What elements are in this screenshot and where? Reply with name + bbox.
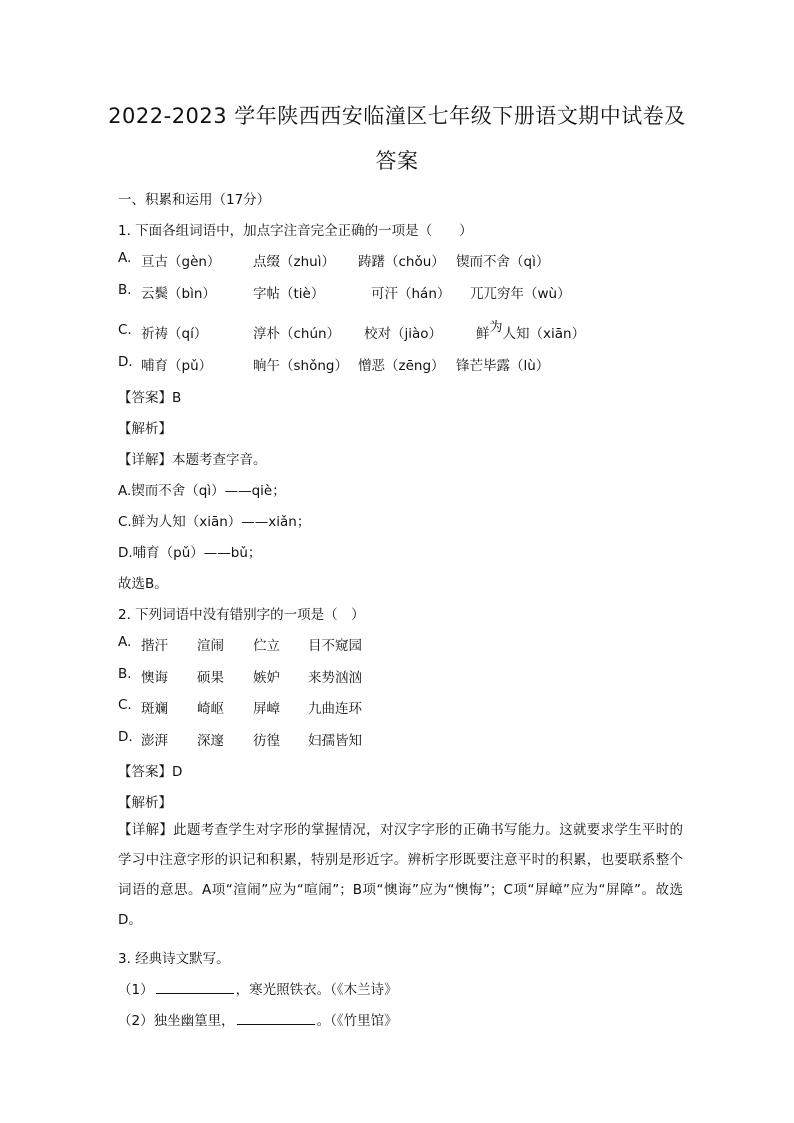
question-2-answer: 【答案】D: [118, 764, 183, 780]
option-item: 亘古（gèn）: [141, 254, 221, 270]
option-item: 伫立: [253, 638, 280, 654]
answer-blank[interactable]: [237, 1012, 315, 1025]
option-item: 目不窥园: [308, 638, 362, 654]
option-item: 嫉妒: [253, 670, 280, 686]
option-item: 澎湃: [141, 733, 168, 749]
question-1-detail: 【详解】本题考查字音。: [118, 452, 267, 468]
option-label: D.: [118, 729, 133, 745]
option-item: 渲闹: [197, 638, 224, 654]
question-2-stem: 2. 下列词语中没有错别字的一项是（ ）: [118, 607, 365, 623]
option-item: 祈祷（qí）: [141, 326, 208, 342]
item-suffix: 。（《竹里馆》: [316, 1013, 398, 1029]
option-label: A.: [118, 250, 132, 266]
question-3-item-1: [118, 978, 398, 998]
document-title-line2: 答案: [375, 149, 419, 173]
document-title-line1: 2022-2023 学年陕西西安临潼区七年级下册语文期中试卷及: [108, 104, 686, 128]
detail-text: 此题考查学生对字形的掌握情况，对汉字字形的正确书写能力。这就要求学生平时的学习中注意字形的识记和积累，特别是形近字。辨析字形既要注意平时的积累，也要联系整个词语的意思。A项“渲闹”应为“喧闹”；B项“懊诲”应为“懊悔”；C项“屏嶂”应为“屏障”。故选D。: [118, 822, 684, 928]
option-item: 来势汹汹: [308, 670, 362, 686]
option-item: 硕果: [197, 670, 224, 686]
option-item: 校对（jiào）: [364, 326, 443, 342]
option-item: 踌躇（chǒu）: [358, 254, 445, 270]
option-item: 晌午（shǒng）: [253, 358, 348, 374]
question-3-stem: 3. 经典诗文默写。: [118, 951, 230, 967]
option-item: 锋芒毕露（lù）: [456, 358, 550, 374]
option-item: 兀兀穷年（wù）: [470, 286, 571, 302]
superscript-char: 为: [489, 320, 503, 335]
option-item: 妇孺皆知: [308, 733, 362, 749]
option-label: D.: [118, 354, 133, 370]
question-1-stem: 1. 下面各组词语中，加点字注音完全正确的一项是（ ）: [118, 223, 473, 239]
answer-blank[interactable]: [156, 981, 234, 994]
question-2-analysis-label: 【解析】: [118, 795, 172, 811]
question-1-conclusion: 故选B。: [118, 576, 168, 592]
option-item: 淳朴（chún）: [253, 326, 341, 342]
question-1-explanation: C.鲜为人知（xiān）——xiǎn；: [118, 514, 311, 530]
option-label: C.: [118, 697, 132, 713]
option-item: 揩汗: [141, 638, 168, 654]
option-item: 可汗（hán）: [371, 286, 451, 302]
question-1-explanation: A.锲而不舍（qì）——qiè；: [118, 483, 286, 499]
option-label: B.: [118, 282, 132, 298]
question-1-analysis-label: 【解析】: [118, 421, 172, 437]
question-2-detail-paragraph: [118, 815, 683, 935]
option-item-special: [476, 322, 585, 342]
question-1-explanation: D.哺育（pǔ）——bǔ；: [118, 545, 262, 561]
item-suffix: ，寒光照铁衣。（《木兰诗》: [235, 982, 398, 998]
option-item: 点缀（zhuì）: [253, 254, 335, 270]
option-label: A.: [118, 634, 132, 650]
option-item: 锲而不舍（qì）: [456, 254, 550, 270]
option-label: B.: [118, 666, 132, 682]
option-item: 深邃: [197, 733, 224, 749]
option-item: 九曲连环: [308, 701, 362, 717]
special-char: 鲜: [476, 326, 490, 342]
option-item: 彷徨: [253, 733, 280, 749]
option-item: 懊诲: [141, 670, 168, 686]
option-item: 云鬓（bìn）: [141, 286, 216, 302]
detail-label: 【详解】: [118, 822, 174, 838]
option-item: 憎恶（zēng）: [358, 358, 445, 374]
question-1-answer: 【答案】B: [118, 390, 182, 406]
option-item: 斑斓: [141, 701, 168, 717]
option-item: 哺育（pǔ）: [141, 358, 213, 374]
question-3-item-2: [118, 1009, 398, 1029]
option-item: 人知（xiān）: [502, 326, 586, 342]
item-prefix: （1）: [118, 982, 154, 998]
option-item: 屏嶂: [253, 701, 280, 717]
section-heading: 一、积累和运用（17分）: [118, 192, 271, 208]
item-prefix: （2）独坐幽篁里，: [118, 1013, 235, 1029]
option-item: 崎岖: [197, 701, 224, 717]
option-item: 字帖（tiè）: [253, 286, 325, 302]
option-label: C.: [118, 322, 132, 338]
